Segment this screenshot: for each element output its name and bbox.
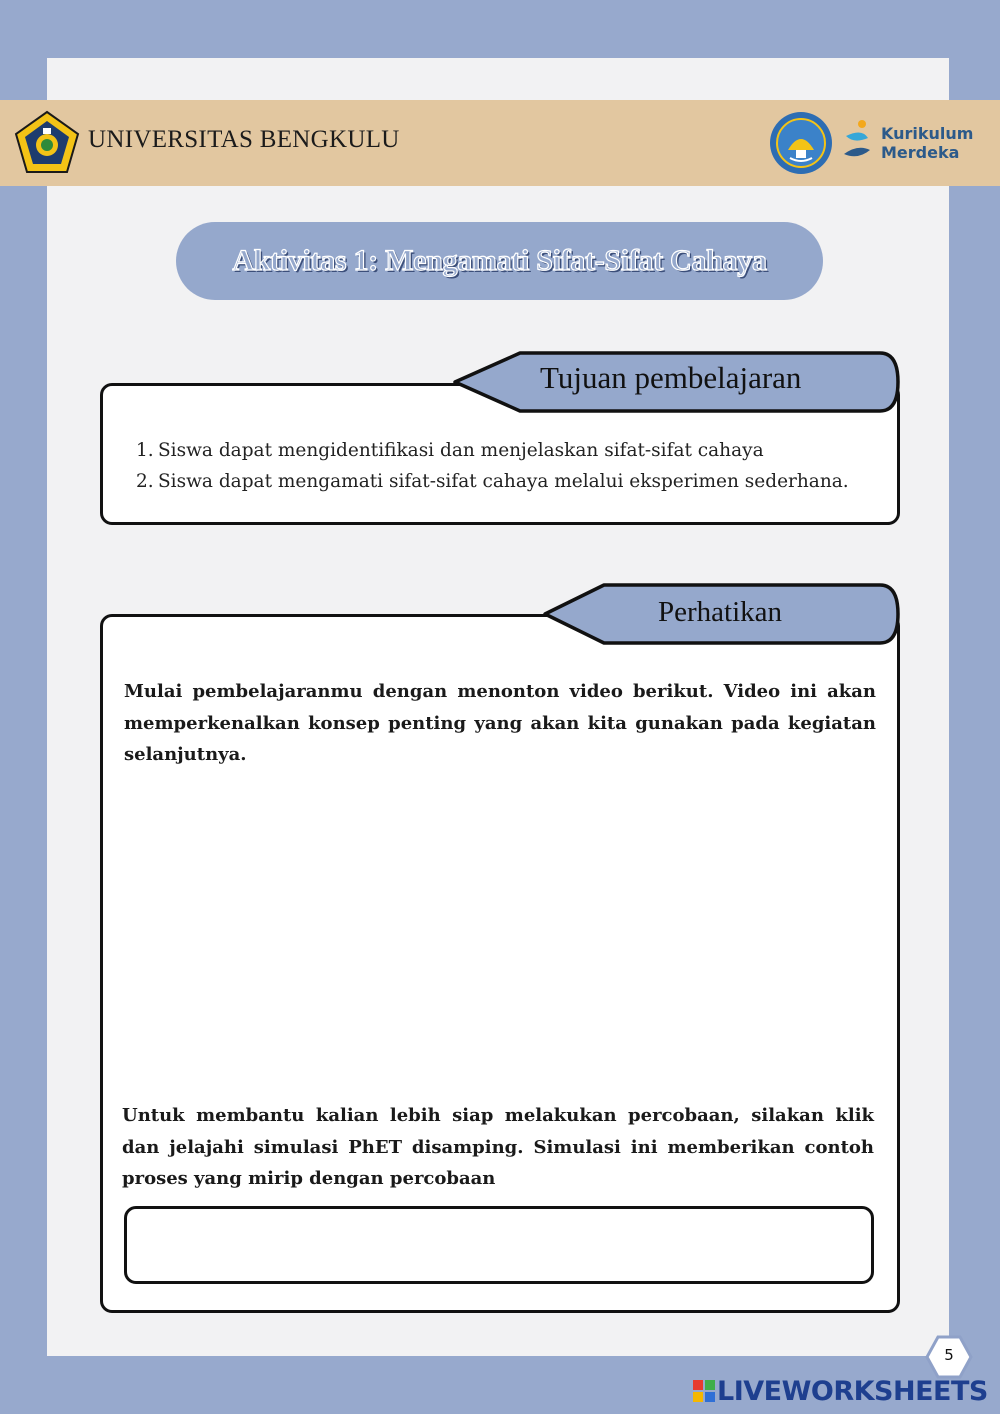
kurikulum-merdeka-text [881, 124, 973, 162]
simulation-instruction-text: Untuk membantu kalian lebih siap melakukan percobaan, silakan klik dan jelajahi simulasi PhET disamping. Simulasi ini memberikan contoh proses yang mirip dengan percobaan [122, 1105, 874, 1189]
learning-goals-list [136, 435, 849, 497]
list-text: Siswa dapat mengidentifikasi dan menjelaskan sifat-sifat cahaya [158, 440, 764, 461]
page-number-badge [925, 1334, 973, 1380]
liveworksheets-brand [693, 1375, 988, 1407]
tut-wuri-handayani-logo [768, 110, 834, 176]
answer-input-box[interactable] [124, 1206, 874, 1284]
activity-title-banner [176, 222, 823, 300]
page-number: 5 [944, 1346, 954, 1364]
kurikulum-merdeka-icon [840, 118, 874, 168]
km-line2: Merdeka [881, 143, 960, 162]
liveworksheets-text: LIVEWORKSHEETS [717, 1375, 988, 1407]
university-name: UNIVERSITAS BENGKULU [88, 126, 400, 153]
university-logo [14, 110, 80, 176]
activity-title: Aktivitas 1: Mengamati Sifat-Sifat Cahaya [232, 244, 767, 277]
attention-heading: Perhatikan [658, 596, 783, 628]
list-text: Siswa dapat mengamati sifat-sifat cahaya melalui eksperimen sederhana. [158, 471, 849, 492]
km-line1: Kurikulum [881, 124, 974, 143]
list-number: 1. [136, 440, 154, 461]
list-number: 2. [136, 471, 154, 492]
list-item [136, 466, 849, 497]
video-intro-text: Mulai pembelajaranmu dengan menonton video berikut. Video ini akan memperkenalkan konsep penting yang akan kita gunakan pada kegiatan selanjutnya. [124, 681, 876, 765]
list-item [136, 435, 849, 466]
liveworksheets-logo-icon [693, 1380, 715, 1402]
learning-goals-heading: Tujuan pembelajaran [540, 360, 802, 395]
